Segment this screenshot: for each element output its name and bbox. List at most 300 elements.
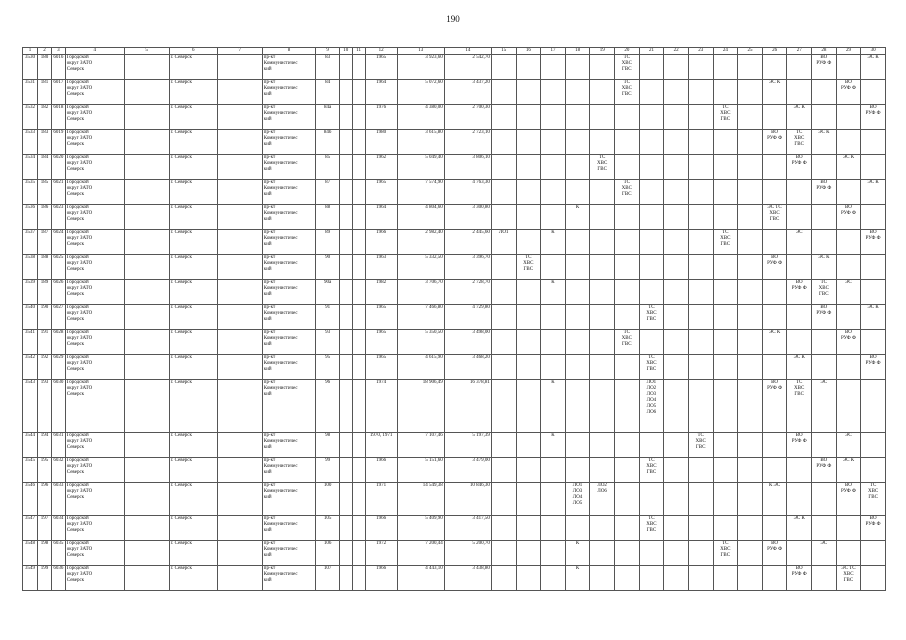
table-cell bbox=[639, 55, 664, 80]
column-number-header: 8 bbox=[262, 48, 316, 55]
table-cell: 3 498,00 bbox=[444, 330, 491, 355]
table-cell bbox=[516, 566, 541, 591]
table-cell: 6017 bbox=[51, 80, 65, 105]
table-cell bbox=[738, 105, 763, 130]
column-number-header: 7 bbox=[217, 48, 262, 55]
table-cell bbox=[639, 180, 664, 205]
table-cell bbox=[339, 105, 352, 130]
table-cell: ВО РУФ Ф bbox=[836, 483, 861, 516]
table-cell bbox=[590, 230, 615, 255]
table-cell bbox=[861, 280, 886, 305]
table-cell bbox=[812, 566, 837, 591]
table-cell bbox=[688, 180, 713, 205]
table-cell bbox=[688, 355, 713, 380]
table-cell bbox=[124, 541, 169, 566]
table-cell bbox=[688, 541, 713, 566]
table-cell bbox=[590, 80, 615, 105]
table-cell: 84а bbox=[316, 105, 340, 130]
table-cell bbox=[124, 516, 169, 541]
table-cell bbox=[217, 205, 262, 230]
table-cell bbox=[861, 130, 886, 155]
table-cell: К ЭС bbox=[762, 483, 787, 516]
table-cell: 194 bbox=[37, 433, 51, 458]
table-cell bbox=[491, 55, 516, 80]
table-cell: К bbox=[565, 205, 590, 230]
table-cell: ВО РУФ Ф bbox=[861, 105, 886, 130]
table-cell bbox=[861, 80, 886, 105]
table-cell: ЭС К bbox=[787, 105, 812, 130]
column-number-header: 15 bbox=[491, 48, 516, 55]
table-cell bbox=[124, 105, 169, 130]
table-cell bbox=[541, 80, 566, 105]
table-cell bbox=[664, 105, 689, 130]
table-cell: пр-кт Коммунистичес кий bbox=[262, 566, 316, 591]
table-cell bbox=[812, 355, 837, 380]
table-cell: ЛО1 ЛО2 ЛО3 ЛО4 ЛО5 ЛО6 bbox=[639, 380, 664, 433]
table-cell bbox=[713, 330, 738, 355]
table-cell bbox=[787, 330, 812, 355]
table-cell bbox=[124, 380, 169, 433]
table-cell: 193 bbox=[37, 380, 51, 433]
table-cell bbox=[713, 305, 738, 330]
table-cell: 6020 bbox=[51, 155, 65, 180]
table-cell: Городской округ ЗАТО Северск bbox=[65, 80, 124, 105]
table-cell bbox=[861, 155, 886, 180]
table-cell bbox=[713, 355, 738, 380]
table-cell: ТС ХВС ГВС bbox=[861, 483, 886, 516]
table-cell bbox=[615, 130, 640, 155]
table-cell bbox=[688, 105, 713, 130]
table-cell bbox=[664, 380, 689, 433]
table-cell bbox=[217, 516, 262, 541]
table-cell bbox=[491, 458, 516, 483]
table-row bbox=[23, 130, 886, 155]
table-cell: 6032 bbox=[51, 458, 65, 483]
table-cell bbox=[738, 255, 763, 280]
table-cell bbox=[516, 80, 541, 105]
table-cell: 3 615,80 bbox=[397, 130, 444, 155]
table-cell bbox=[516, 483, 541, 516]
table-cell: г. Северск bbox=[169, 458, 217, 483]
table-cell bbox=[836, 541, 861, 566]
table-cell: 185 bbox=[37, 180, 51, 205]
table-cell bbox=[590, 330, 615, 355]
table-cell bbox=[217, 180, 262, 205]
table-cell bbox=[639, 433, 664, 458]
table-cell bbox=[541, 130, 566, 155]
table-cell: 3538 bbox=[23, 255, 38, 280]
table-cell bbox=[339, 280, 352, 305]
table-cell bbox=[565, 230, 590, 255]
table-cell bbox=[738, 516, 763, 541]
table-cell bbox=[713, 255, 738, 280]
table-cell bbox=[352, 541, 365, 566]
table-cell: пр-кт Коммунистичес кий bbox=[262, 55, 316, 80]
table-cell bbox=[339, 155, 352, 180]
table-cell bbox=[352, 180, 365, 205]
table-cell bbox=[664, 205, 689, 230]
table-cell bbox=[615, 155, 640, 180]
table-cell bbox=[713, 130, 738, 155]
table-cell bbox=[124, 130, 169, 155]
table-cell: Городской округ ЗАТО Северск bbox=[65, 541, 124, 566]
table-cell: 3548 bbox=[23, 541, 38, 566]
table-cell bbox=[664, 483, 689, 516]
table-cell bbox=[664, 305, 689, 330]
table-cell: Городской округ ЗАТО Северск bbox=[65, 130, 124, 155]
table-cell bbox=[541, 458, 566, 483]
table-cell bbox=[541, 566, 566, 591]
table-cell bbox=[762, 566, 787, 591]
table-cell: 100 bbox=[316, 483, 340, 516]
table-cell bbox=[787, 205, 812, 230]
table-cell: 106 bbox=[316, 541, 340, 566]
table-cell: ЭС bbox=[836, 280, 861, 305]
table-cell bbox=[217, 541, 262, 566]
table-cell: 1970, 1971 bbox=[365, 433, 397, 458]
table-cell: ТС ХВС ГВС bbox=[688, 433, 713, 458]
column-number-header: 3 bbox=[51, 48, 65, 55]
table-cell bbox=[639, 130, 664, 155]
column-number-header: 21 bbox=[639, 48, 664, 55]
table-cell bbox=[615, 458, 640, 483]
table-cell bbox=[590, 566, 615, 591]
table-cell bbox=[836, 55, 861, 80]
table-cell bbox=[590, 280, 615, 305]
table-cell bbox=[664, 541, 689, 566]
table-cell: ЛО2 ЛО6 bbox=[590, 483, 615, 516]
table-cell: 3 923,60 bbox=[397, 55, 444, 80]
table-cell: Городской округ ЗАТО Северск bbox=[65, 205, 124, 230]
table-cell bbox=[124, 55, 169, 80]
table-cell: 3546 bbox=[23, 483, 38, 516]
table-cell bbox=[738, 205, 763, 230]
table-cell bbox=[352, 255, 365, 280]
table-cell bbox=[836, 105, 861, 130]
table-cell: 7 466,80 bbox=[397, 305, 444, 330]
table-cell: 7 200,44 bbox=[397, 541, 444, 566]
table-cell bbox=[688, 230, 713, 255]
table-cell: 191 bbox=[37, 330, 51, 355]
table-cell bbox=[541, 55, 566, 80]
table-cell bbox=[590, 516, 615, 541]
table-cell bbox=[565, 255, 590, 280]
table-cell bbox=[664, 458, 689, 483]
table-cell bbox=[339, 355, 352, 380]
column-number-header: 19 bbox=[590, 48, 615, 55]
table-cell: 93 bbox=[316, 330, 340, 355]
table-cell: 88 bbox=[316, 205, 340, 230]
table-cell bbox=[217, 155, 262, 180]
table-cell: 14 549,38 bbox=[397, 483, 444, 516]
table-cell: ТС ХВС ГВС bbox=[516, 255, 541, 280]
table-cell bbox=[836, 130, 861, 155]
table-cell: 4 729,80 bbox=[444, 305, 491, 330]
table-cell bbox=[590, 55, 615, 80]
table-cell: 1966 bbox=[365, 566, 397, 591]
table-cell bbox=[861, 433, 886, 458]
table-cell bbox=[762, 433, 787, 458]
table-cell bbox=[352, 355, 365, 380]
table-cell: 186 bbox=[37, 205, 51, 230]
table-cell bbox=[217, 280, 262, 305]
table-cell bbox=[762, 458, 787, 483]
table-cell bbox=[615, 355, 640, 380]
table-cell bbox=[491, 355, 516, 380]
table-cell bbox=[491, 255, 516, 280]
table-cell bbox=[565, 380, 590, 433]
table-cell: ВО РУФ Ф bbox=[787, 433, 812, 458]
table-row bbox=[23, 55, 886, 80]
table-cell bbox=[339, 130, 352, 155]
register-rows bbox=[23, 55, 886, 591]
table-cell bbox=[787, 55, 812, 80]
table-cell bbox=[124, 280, 169, 305]
table-cell bbox=[491, 205, 516, 230]
column-number-header: 2 bbox=[37, 48, 51, 55]
table-cell bbox=[812, 483, 837, 516]
table-cell: ВО РУФ Ф bbox=[762, 255, 787, 280]
table-cell: 3 479,00 bbox=[444, 458, 491, 483]
table-cell bbox=[738, 130, 763, 155]
table-cell bbox=[352, 80, 365, 105]
table-cell: 3 706,70 bbox=[397, 280, 444, 305]
table-row bbox=[23, 255, 886, 280]
table-cell bbox=[339, 516, 352, 541]
table-cell bbox=[516, 516, 541, 541]
table-cell: ТС ХВС ГВС bbox=[639, 355, 664, 380]
table-cell bbox=[352, 516, 365, 541]
column-number-header: 5 bbox=[124, 48, 169, 55]
table-cell: 91 bbox=[316, 305, 340, 330]
table-cell: 3536 bbox=[23, 205, 38, 230]
table-cell: г. Северск bbox=[169, 516, 217, 541]
table-cell: 2 445,60 bbox=[444, 230, 491, 255]
table-cell bbox=[787, 255, 812, 280]
table-cell bbox=[738, 433, 763, 458]
table-cell bbox=[615, 255, 640, 280]
table-cell bbox=[339, 180, 352, 205]
table-cell bbox=[639, 541, 664, 566]
table-cell: 6023 bbox=[51, 205, 65, 230]
table-cell: пр-кт Коммунистичес кий bbox=[262, 305, 316, 330]
table-cell: 5 049,40 bbox=[397, 155, 444, 180]
table-cell: 190 bbox=[37, 305, 51, 330]
table-cell bbox=[787, 458, 812, 483]
table-cell bbox=[688, 458, 713, 483]
table-cell bbox=[762, 355, 787, 380]
table-row bbox=[23, 516, 886, 541]
table-cell: Городской округ ЗАТО Северск bbox=[65, 55, 124, 80]
table-cell: ВО РУФ Ф bbox=[787, 566, 812, 591]
table-cell bbox=[738, 566, 763, 591]
table-cell bbox=[516, 305, 541, 330]
table-cell: 96 bbox=[316, 380, 340, 433]
table-cell bbox=[688, 205, 713, 230]
table-row bbox=[23, 380, 886, 433]
table-cell bbox=[590, 433, 615, 458]
table-cell: пр-кт Коммунистичес кий bbox=[262, 280, 316, 305]
table-cell: г. Северск bbox=[169, 280, 217, 305]
table-cell bbox=[639, 483, 664, 516]
table-cell bbox=[352, 433, 365, 458]
table-cell bbox=[713, 433, 738, 458]
table-cell: 95 bbox=[316, 355, 340, 380]
table-cell: 1964 bbox=[365, 205, 397, 230]
table-cell bbox=[491, 516, 516, 541]
table-cell bbox=[615, 105, 640, 130]
table-cell: ТС ХВС ГВС bbox=[615, 55, 640, 80]
table-cell bbox=[664, 566, 689, 591]
table-cell: г. Северск bbox=[169, 541, 217, 566]
table-cell bbox=[541, 180, 566, 205]
table-cell bbox=[491, 105, 516, 130]
table-cell: 6021 bbox=[51, 180, 65, 205]
table-cell bbox=[124, 305, 169, 330]
table-cell: 4 443,10 bbox=[397, 566, 444, 591]
table-cell bbox=[565, 280, 590, 305]
table-cell bbox=[738, 305, 763, 330]
table-cell: ЭС ТС ХВС ГВС bbox=[762, 205, 787, 230]
table-cell: К bbox=[541, 380, 566, 433]
table-cell bbox=[615, 566, 640, 591]
table-cell bbox=[615, 483, 640, 516]
table-cell: пр-кт Коммунистичес кий bbox=[262, 458, 316, 483]
table-cell: ЭС К bbox=[787, 355, 812, 380]
table-cell bbox=[491, 155, 516, 180]
table-cell: 199 bbox=[37, 566, 51, 591]
table-cell: К bbox=[541, 433, 566, 458]
table-cell: г. Северск bbox=[169, 180, 217, 205]
table-cell bbox=[738, 483, 763, 516]
table-cell bbox=[352, 458, 365, 483]
table-cell bbox=[339, 541, 352, 566]
table-cell bbox=[565, 516, 590, 541]
table-cell: ВО РУФ Ф bbox=[787, 280, 812, 305]
table-cell: пр-кт Коммунистичес кий bbox=[262, 80, 316, 105]
table-cell bbox=[590, 180, 615, 205]
table-cell bbox=[664, 155, 689, 180]
table-cell bbox=[124, 230, 169, 255]
table-cell: 3530 bbox=[23, 55, 38, 80]
table-cell: пр-кт Коммунистичес кий bbox=[262, 105, 316, 130]
table-cell bbox=[615, 433, 640, 458]
table-cell: 18 906,49 bbox=[397, 380, 444, 433]
table-cell: ТС ХВС ГВС bbox=[615, 180, 640, 205]
table-cell bbox=[565, 130, 590, 155]
table-cell: 6028 bbox=[51, 330, 65, 355]
table-cell bbox=[516, 380, 541, 433]
table-cell: ТС ХВС ГВС bbox=[787, 130, 812, 155]
table-cell bbox=[590, 355, 615, 380]
table-cell bbox=[516, 105, 541, 130]
table-cell: 5 350,50 bbox=[397, 330, 444, 355]
table-cell bbox=[688, 255, 713, 280]
column-number-header: 10 bbox=[339, 48, 352, 55]
table-cell bbox=[491, 280, 516, 305]
table-cell bbox=[590, 130, 615, 155]
table-cell: ЭС bbox=[812, 380, 837, 433]
table-cell bbox=[541, 516, 566, 541]
table-cell: 192 bbox=[37, 355, 51, 380]
table-cell: пр-кт Коммунистичес кий bbox=[262, 255, 316, 280]
table-cell: 3540 bbox=[23, 305, 38, 330]
table-cell bbox=[516, 155, 541, 180]
column-number-header: 12 bbox=[365, 48, 397, 55]
table-cell: г. Северск bbox=[169, 230, 217, 255]
table-cell: 6033 bbox=[51, 483, 65, 516]
table-cell: ТС ХВС ГВС bbox=[639, 516, 664, 541]
table-cell bbox=[565, 80, 590, 105]
table-cell: 6030 bbox=[51, 380, 65, 433]
table-cell: 3549 bbox=[23, 566, 38, 591]
table-cell bbox=[516, 355, 541, 380]
table-cell bbox=[664, 230, 689, 255]
column-number-header: 27 bbox=[787, 48, 812, 55]
table-cell bbox=[339, 380, 352, 433]
table-cell bbox=[639, 205, 664, 230]
table-cell: 6034 bbox=[51, 516, 65, 541]
table-cell: 3 300,80 bbox=[444, 205, 491, 230]
table-cell: 5 200,70 bbox=[444, 541, 491, 566]
table-cell: Городской округ ЗАТО Северск bbox=[65, 255, 124, 280]
table-cell bbox=[713, 458, 738, 483]
table-cell: ТС ХВС ГВС bbox=[639, 305, 664, 330]
table-cell bbox=[352, 155, 365, 180]
table-cell: 3532 bbox=[23, 105, 38, 130]
table-cell bbox=[590, 458, 615, 483]
table-row bbox=[23, 330, 886, 355]
table-cell bbox=[352, 105, 365, 130]
table-cell: г. Северск bbox=[169, 566, 217, 591]
table-cell bbox=[713, 80, 738, 105]
table-cell bbox=[836, 380, 861, 433]
column-number-row bbox=[23, 48, 886, 55]
table-cell: 6024 bbox=[51, 230, 65, 255]
table-cell: 2 723,10 bbox=[444, 130, 491, 155]
table-cell bbox=[836, 230, 861, 255]
table-cell bbox=[738, 280, 763, 305]
table-cell: ЭС К bbox=[861, 305, 886, 330]
table-cell: 3535 bbox=[23, 180, 38, 205]
table-cell bbox=[124, 355, 169, 380]
table-cell bbox=[491, 541, 516, 566]
table-cell: К bbox=[565, 541, 590, 566]
table-cell bbox=[738, 380, 763, 433]
table-cell bbox=[812, 516, 837, 541]
table-cell: 6019 bbox=[51, 130, 65, 155]
table-cell bbox=[688, 155, 713, 180]
table-cell: 4 804,60 bbox=[397, 205, 444, 230]
table-cell: 3539 bbox=[23, 280, 38, 305]
table-cell: 16 378,81 bbox=[444, 380, 491, 433]
table-cell: 188 bbox=[37, 255, 51, 280]
table-cell: 5 409,90 bbox=[397, 516, 444, 541]
column-number-header: 16 bbox=[516, 48, 541, 55]
table-cell: ВО РУФ Ф bbox=[762, 541, 787, 566]
table-cell bbox=[861, 541, 886, 566]
table-cell: 3533 bbox=[23, 130, 38, 155]
table-cell bbox=[590, 105, 615, 130]
table-cell: ТС ХВС ГВС bbox=[713, 230, 738, 255]
table-cell bbox=[664, 330, 689, 355]
table-cell: 3537 bbox=[23, 230, 38, 255]
table-cell bbox=[812, 230, 837, 255]
table-cell bbox=[590, 205, 615, 230]
table-cell: 182 bbox=[37, 105, 51, 130]
table-row bbox=[23, 155, 886, 180]
table-cell bbox=[713, 380, 738, 433]
